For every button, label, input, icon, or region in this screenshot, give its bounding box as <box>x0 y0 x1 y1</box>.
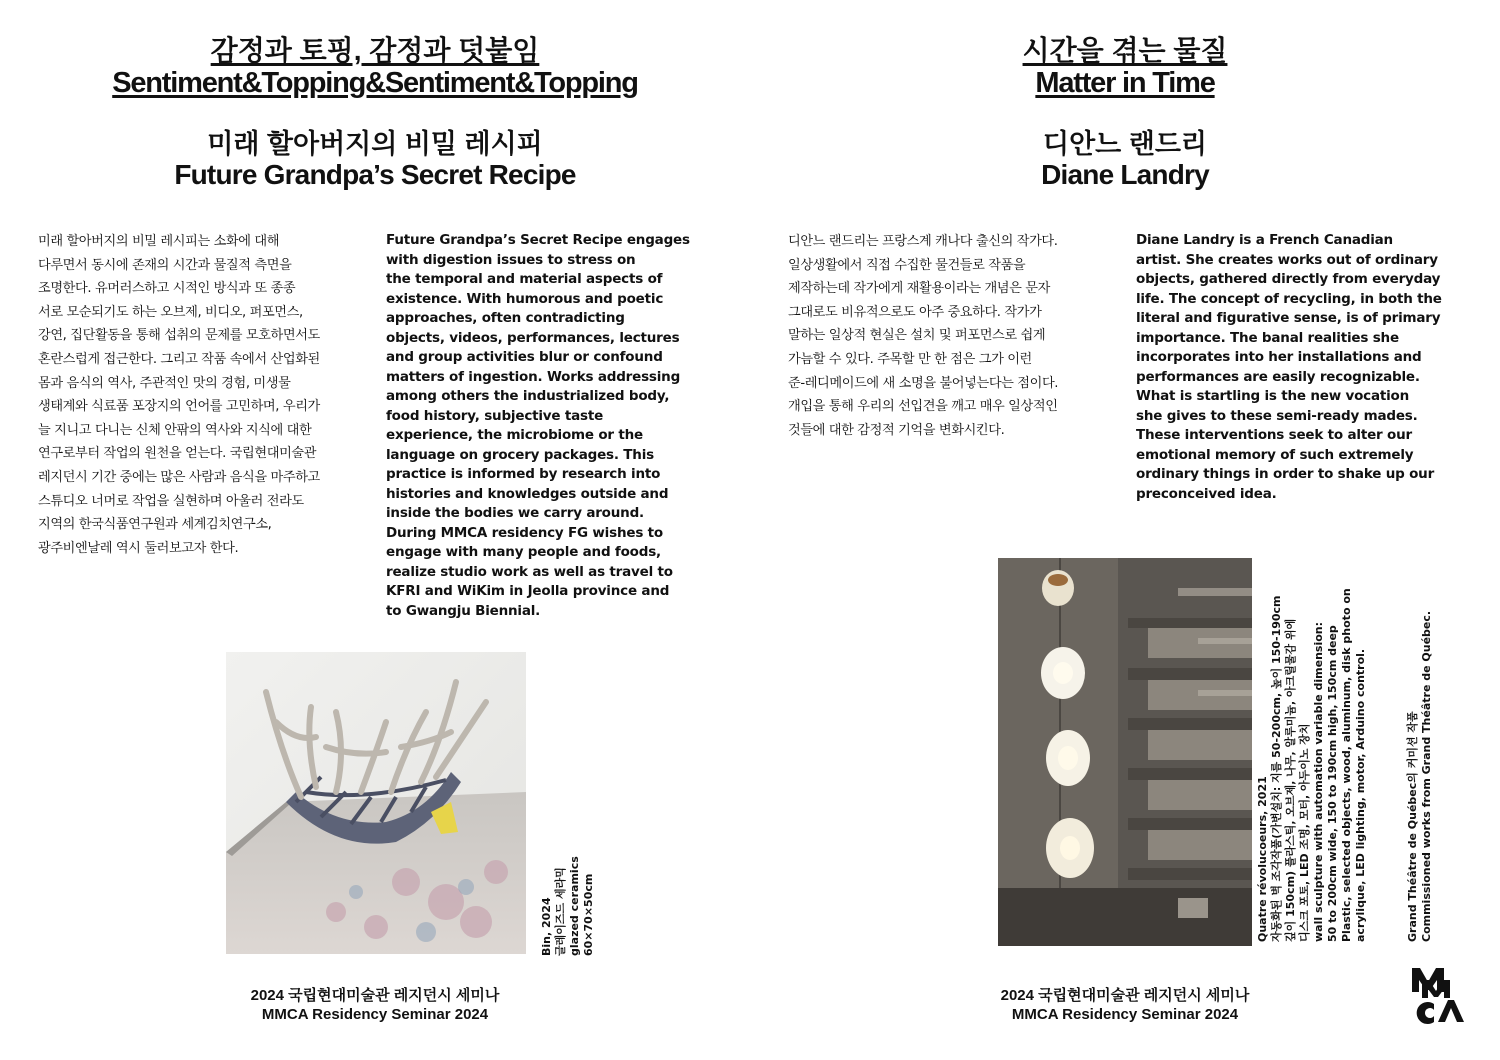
left-body-en: Future Grandpa’s Secret Recipe engages with digestion issues to stress on the temporal and material aspects of existence. With humorous and poetic approaches, often contradicting objects, videos, performances, lectures and group activities blur or confound matters of ingestion. Works addressing among others the industrialized body, food history, subjective taste experience, the microbiome or the language on grocery packages. This practice is informed by research into histories and knowledges outside and inside the bodies we carry around. During MMCA residency FG wishes to engage with many people and foods, realize studio work as well as travel to KFRI and WiKim in Jeolla province and to Gwangju Biennial. <box>386 232 690 619</box>
right-footer: 2024 국립현대미술관 레지던시 세미나 MMCA Residency Seminar 2024 <box>1000 987 1250 1023</box>
left-subtitle-en: Future Grandpa’s Secret Recipe <box>174 159 576 190</box>
left-subtitle-ko: 미래 할아버지의 비밀 레시피 <box>207 129 543 159</box>
right-title-ko: 시간을 겪는 물질 <box>1022 35 1228 66</box>
left-title-ko: 감정과 토핑, 감정과 덧붙임 <box>210 35 540 66</box>
quatre-revolucoeurs-photo <box>998 558 1252 946</box>
bin-ceramic-photo <box>226 652 526 954</box>
right-photo-caption: Quatre révolucoeurs, 2021 자동화된 벽 조각작품(가변설치: 지름 50-200cm, 높이 150-190cm 깊이 150cm) 플라스틱, 오브제, 나무, 알루미늄, 아크릴물감 위에 디스크 포토, LED 조명, 모터, 아두이노 장치 wall sculpture with automation variable dimension: 50 to 200cm wide, 150 to 190cm high, 150cm deep Plastic, selected objects, wood, aluminum, disk photo on acrylique, LED lighting, motor, Arduino control. <box>1256 588 1367 942</box>
left-footer: 2024 국립현대미술관 레지던시 세미나 MMCA Residency Seminar 2024 <box>250 987 500 1023</box>
right-body-en: Diane Landry is a French Canadian artist. She creates works out of ordinary objects, gathered directly from everyday life. The concept of recycling, in both the literal and figurative sense, is of primary importance. The banal realities she incorporates into her installations and performances are easily recognizable. What is startling is the new vocation she gives to these semi-ready mades. These interventions seek to alter our emotional memory of such extremely ordinary things in order to shake up our preconceived idea. <box>1136 232 1442 502</box>
right-page <box>750 0 1500 1060</box>
right-commission-caption: Grand Théâtre de Québec의 커미션 작품 Commissioned works from Grand Théâtre de Québec. <box>1406 610 1433 942</box>
left-photo-caption: Bin, 2024 글레이즈드 세라믹 glazed ceramics 60×70×50cm <box>540 856 595 956</box>
mmca-logo <box>1408 964 1464 1026</box>
right-body-ko: 디안느 랜드리는 프랑스계 캐나다 출신의 작가다. 일상생활에서 직접 수집한 물건들로 작품을 제작하는데 작가에게 재활용이라는 개념은 문자 그대로도 비유적으로도 아주 중요하다. 작가가 말하는 일상적 현실은 설치 및 퍼포먼스로 쉽게 가늠할 수 있다. 주목할 만 한 점은 그가 이런 준-레디메이드에 새 소명을 불어넣는다는 점이다. 개입을 통해 우리의 선입견을 깨고 매우 일상적인 것들에 대한 감정적 기억을 변화시킨다. <box>788 234 1059 438</box>
left-title-en: Sentiment&Topping&Sentiment&Topping <box>112 67 638 99</box>
right-subtitle-en: Diane Landry <box>1041 159 1209 190</box>
right-subtitle-ko: 디안느 랜드리 <box>1043 129 1207 159</box>
left-body-ko: 미래 할아버지의 비밀 레시피는 소화에 대해 다루면서 동시에 존재의 시간과 물질적 측면을 조명한다. 유머러스하고 시적인 방식과 또 종종 서로 모순되기도 하는 오브제, 비디오, 퍼포먼스, 강연, 집단활동을 통해 섭취의 문제를 모호하면서도 혼란스럽게 접근한다. 그리고 작품 속에서 산업화된 몸과 음식의 역사, 주관적인 맛의 경험, 미생물 생태계와 식료품 포장지의 언어를 고민하며, 우리가 늘 지니고 다니는 신체 안팎의 역사와 지식에 대한 연구로부터 작업의 원천을 얻는다. 국립현대미술관 레지던시 기간 중에는 많은 사람과 음식을 마주하고 스튜디오 너머로 작업을 실현하며 아울러 전라도 지역의 한국식품연구원과 세계김치연구소, 광주비엔날레 역시 둘러보고자 한다. <box>38 234 320 556</box>
right-title-en: Matter in Time <box>1035 67 1215 99</box>
